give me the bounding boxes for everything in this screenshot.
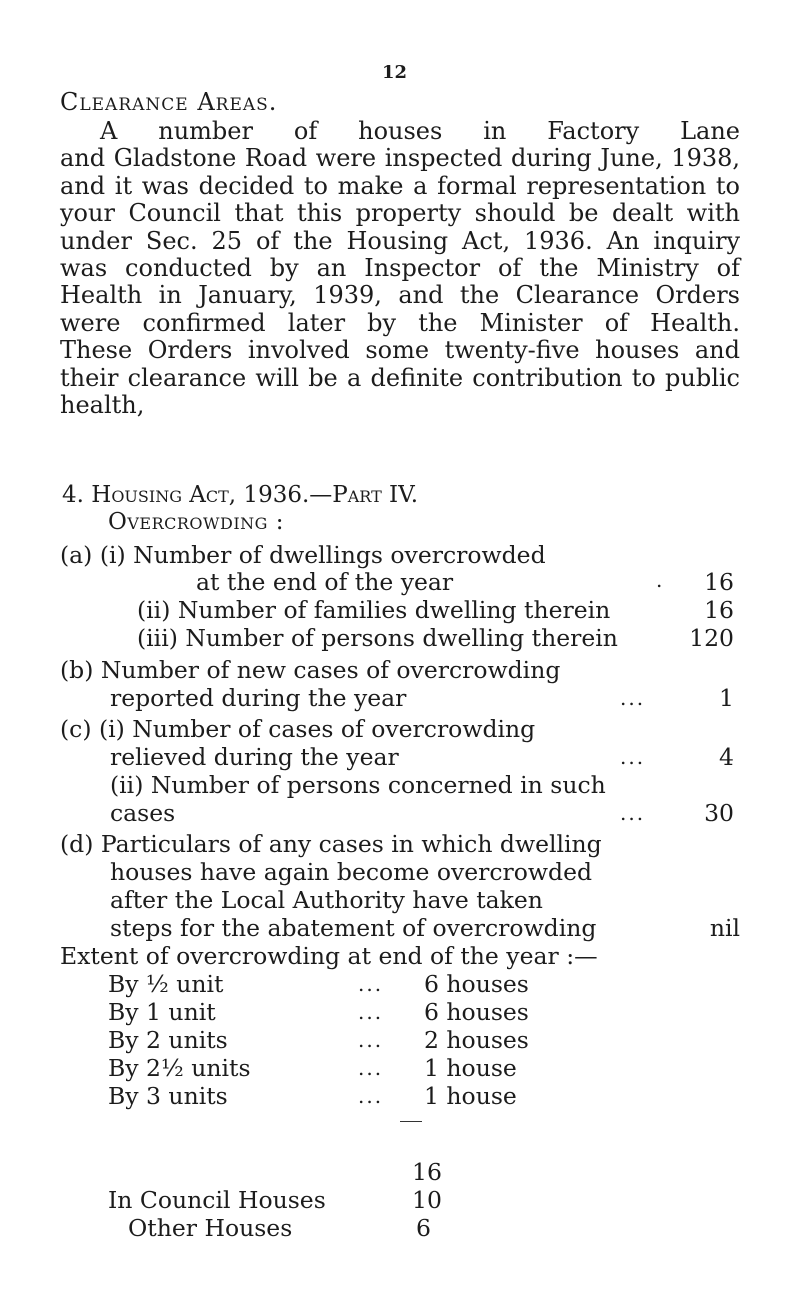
page-number: 12 bbox=[382, 62, 408, 83]
extent-row-label: By 3 units bbox=[108, 1082, 228, 1110]
item-c-ii-value: 30 bbox=[704, 799, 734, 827]
extent-row-value: 1 house bbox=[424, 1054, 517, 1082]
item-a-i-label: (a) (i) Number of dwellings overcrowded bbox=[60, 541, 546, 569]
extent-row-label: By 2 units bbox=[108, 1026, 228, 1054]
clearance-paragraph bbox=[60, 118, 740, 419]
other-houses-label: Other Houses bbox=[128, 1214, 293, 1242]
item-a-i-leader: . bbox=[656, 568, 665, 592]
item-b-continuation: reported during the year bbox=[110, 684, 407, 712]
item-d-line: houses have again become overcrowded bbox=[110, 858, 593, 886]
extent-row-leader: ... bbox=[358, 1084, 384, 1108]
clearance-areas-heading: Clearance Areas. bbox=[60, 88, 278, 116]
item-a-iii-label: (iii) Number of persons dwelling therein bbox=[137, 624, 618, 652]
item-a-i-value: 16 bbox=[704, 568, 734, 596]
paragraph-line: health, bbox=[60, 390, 145, 419]
item-c-ii-leader: ... bbox=[620, 801, 646, 825]
paragraph-line: A number of houses in Factory Lane bbox=[100, 117, 740, 145]
paragraph-line: Health in January, 1939, and the Clearance Orders bbox=[60, 281, 740, 310]
extent-heading: Extent of overcrowding at end of the year :— bbox=[60, 942, 598, 970]
extent-row-label: By 1 unit bbox=[108, 998, 216, 1026]
extent-row-leader: ... bbox=[358, 1000, 384, 1024]
paragraph-line: These Orders involved some twenty-five houses and bbox=[60, 336, 740, 365]
paragraph-line: and Gladstone Road were inspected during June, 1938, bbox=[60, 144, 740, 173]
item-d-line: steps for the abatement of overcrowding bbox=[110, 914, 597, 942]
item-a-iii-value: 120 bbox=[689, 624, 734, 652]
paragraph-line: were confirmed later by the Minister of Health. bbox=[60, 308, 740, 337]
extent-row-value: 2 houses bbox=[424, 1026, 529, 1054]
extent-row-label: By 2½ units bbox=[108, 1054, 251, 1082]
extent-row-leader: ... bbox=[358, 1028, 384, 1052]
item-d-line: after the Local Authority have taken bbox=[110, 886, 543, 914]
item-a-ii-value: 16 bbox=[704, 596, 734, 624]
extent-row-value: 6 houses bbox=[424, 998, 529, 1026]
item-c-i-leader: ... bbox=[620, 745, 646, 769]
sum-rule bbox=[400, 1121, 422, 1122]
paragraph-line: was conducted by an Inspector of the Ministry of bbox=[60, 253, 740, 282]
council-houses-label: In Council Houses bbox=[108, 1186, 326, 1214]
council-houses-value: 10 bbox=[412, 1186, 442, 1214]
item-c-ii-continuation: cases bbox=[110, 799, 176, 827]
extent-row-leader: ... bbox=[358, 1056, 384, 1080]
extent-total: 16 bbox=[412, 1158, 442, 1186]
item-d-value: nil bbox=[709, 914, 740, 942]
other-houses-value: 6 bbox=[416, 1214, 431, 1242]
item-b-label: (b) Number of new cases of overcrowding bbox=[60, 656, 561, 684]
item-b-value: 1 bbox=[719, 684, 734, 712]
extent-row-value: 6 houses bbox=[424, 970, 529, 998]
item-b-leader: ... bbox=[620, 686, 646, 710]
paragraph-line: their clearance will be a definite contribution to public bbox=[60, 363, 740, 392]
item-c-i-label: (c) (i) Number of cases of overcrowding bbox=[60, 715, 536, 743]
extent-row-value: 1 house bbox=[424, 1082, 517, 1110]
item-a-ii-label: (ii) Number of families dwelling therein bbox=[137, 596, 611, 624]
item-c-i-value: 4 bbox=[719, 743, 734, 771]
paragraph-line: your Council that this property should be dealt with bbox=[60, 199, 740, 228]
item-d-line: (d) Particulars of any cases in which dwelling bbox=[60, 830, 602, 858]
overcrowding-subheading: Overcrowding : bbox=[108, 509, 284, 535]
section-4-heading: 4. Housing Act, 1936.—Part IV. bbox=[62, 482, 419, 508]
extent-row-leader: ... bbox=[358, 972, 384, 996]
extent-row-label: By ½ unit bbox=[108, 970, 224, 998]
item-c-ii-label: (ii) Number of persons concerned in such bbox=[110, 771, 606, 799]
item-a-i-continuation: at the end of the year bbox=[196, 568, 454, 596]
paragraph-line: and it was decided to make a formal representation to bbox=[60, 171, 740, 200]
item-c-i-continuation: relieved during the year bbox=[110, 743, 399, 771]
paragraph-line: under Sec. 25 of the Housing Act, 1936. An inquiry bbox=[60, 226, 740, 255]
